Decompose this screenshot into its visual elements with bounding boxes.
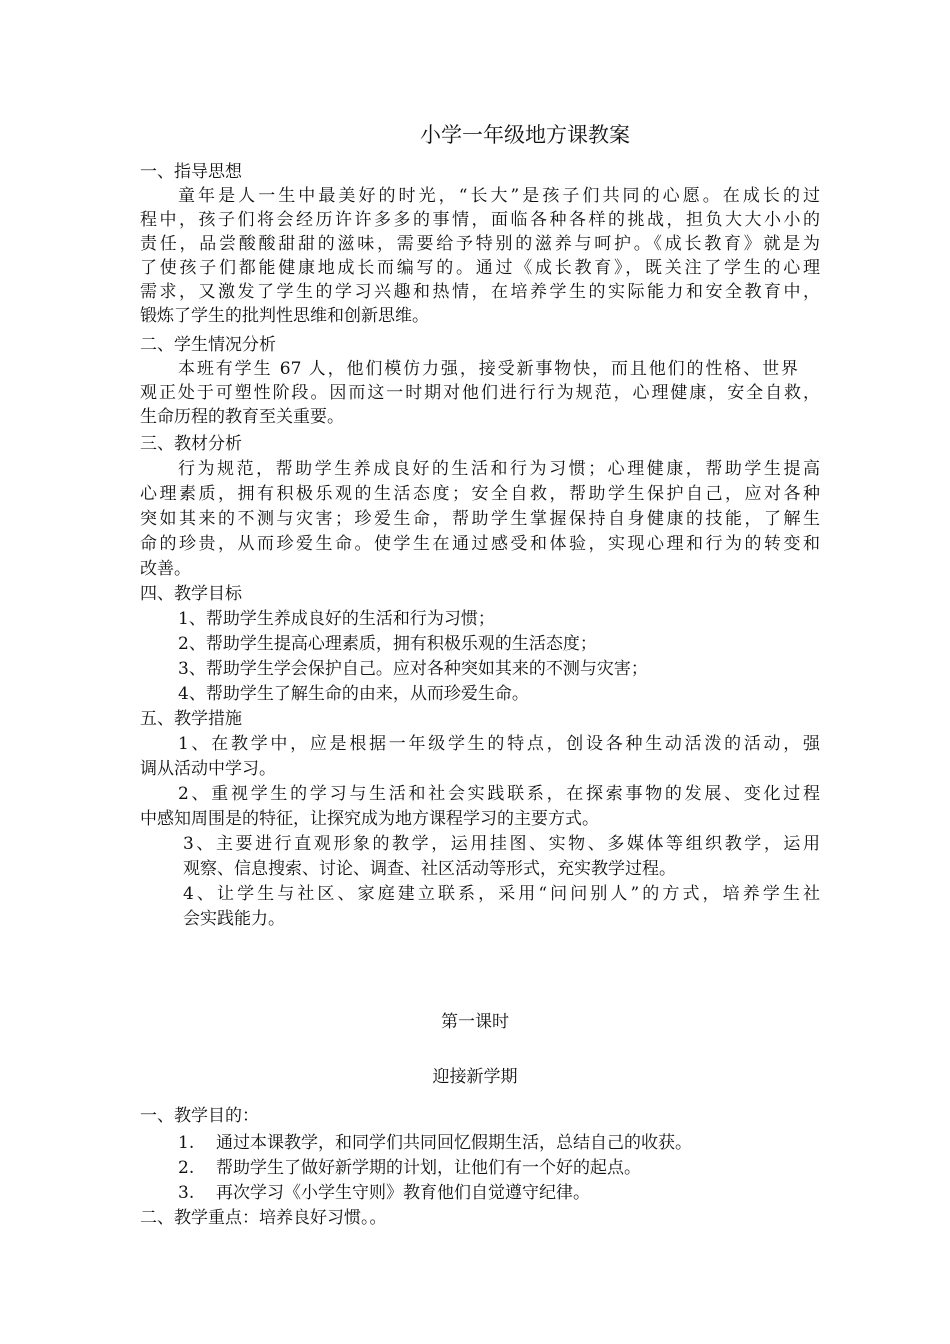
paragraph-line: 改善。 [140, 559, 191, 579]
paragraph-line: 生命历程的教育至关重要。 [140, 407, 344, 427]
paragraph-line: 程中，孩子们将会经历许许多多的事情，面临各种各样的挑战，担负大大小小的 [140, 210, 820, 230]
goal-number: 2. [178, 1158, 195, 1178]
section-heading-student-analysis: 二、学生情况分析 [140, 335, 276, 355]
paragraph-line: 观正处于可塑性阶段。因而这一时期对他们进行行为规范，心理健康，安全自救， [140, 383, 820, 403]
paragraph-line: 需求，又激发了学生的学习兴趣和热情，在培养学生的实际能力和安全教育中， [140, 282, 820, 302]
paragraph-line: 1、在教学中，应是根据一年级学生的特点，创设各种生动活泼的活动，强 [178, 734, 820, 754]
section-heading-material-analysis: 三、教材分析 [140, 434, 242, 454]
paragraph-line: 行为规范，帮助学生养成良好的生活和行为习惯；心理健康，帮助学生提高 [178, 459, 820, 479]
paragraph-line: 3、主要进行直观形象的教学，运用挂图、实物、多媒体等组织教学，运用 [183, 834, 820, 854]
list-item: 4、帮助学生了解生命的由来，从而珍爱生命。 [178, 684, 529, 704]
goal-number: 1. [178, 1133, 195, 1153]
goal-number: 3. [178, 1183, 195, 1203]
paragraph-line: 了使孩子们都能健康地成长而编写的。通过《成长教育》，既关注了学生的心理 [140, 258, 820, 278]
paragraph-line: 突如其来的不测与灾害；珍爱生命，帮助学生掌握保持自身健康的技能，了解生 [140, 509, 820, 529]
lesson-topic-heading: 迎接新学期 [432, 1067, 518, 1087]
list-item: 2、帮助学生提高心理素质，拥有积极乐观的生活态度； [178, 634, 597, 654]
paragraph-line: 会实践能力。 [183, 909, 285, 929]
section-heading-teaching-goals: 四、教学目标 [140, 584, 242, 604]
paragraph-line: 童年是人一生中最美好的时光，“长大”是孩子们共同的心愿。在成长的过 [178, 186, 820, 206]
goal-text: 帮助学生了做好新学期的计划，让他们有一个好的起点。 [216, 1158, 641, 1178]
paragraph-line: 调从活动中学习。 [140, 759, 276, 779]
lesson-period-heading: 第一课时 [441, 1012, 509, 1032]
paragraph-line: 心理素质，拥有积极乐观的生活态度；安全自救，帮助学生保护自己，应对各种 [140, 484, 820, 504]
paragraph-line: 中感知周围是的特征，让探究成为地方课程学习的主要方式。 [140, 809, 599, 829]
paragraph-line: 锻炼了学生的批判性思维和创新思维。 [140, 306, 429, 326]
goal-text: 再次学习《小学生守则》教育他们自觉遵守纪律。 [216, 1183, 590, 1203]
paragraph-line: 命的珍贵，从而珍爱生命。使学生在通过感受和体验，实现心理和行为的转变和 [140, 534, 820, 554]
paragraph-line: 4、让学生与社区、家庭建立联系，采用“问问别人”的方式，培养学生社 [183, 884, 820, 904]
list-item: 3、帮助学生学会保护自己。应对各种突如其来的不测与灾害； [178, 659, 648, 679]
section-heading-guiding-thought: 一、指导思想 [140, 162, 242, 182]
paragraph-line: 观察、信息搜索、讨论、调查、社区活动等形式，充实教学过程。 [183, 859, 676, 879]
goal-text: 通过本课教学，和同学们共同回忆假期生活，总结自己的收获。 [216, 1133, 692, 1153]
paragraph-line: 本班有学生 67 人，他们模仿力强，接受新事物快，而且他们的性格、世界 [178, 359, 798, 379]
paragraph-line: 2、重视学生的学习与生活和社会实践联系，在探索事物的发展、变化过程 [178, 784, 820, 804]
list-item: 1、帮助学生养成良好的生活和行为习惯； [178, 609, 495, 629]
paragraph-line: 责任，品尝酸酸甜甜的滋味，需要给予特别的滋养与呵护。《成长教育》就是为 [140, 234, 820, 254]
lesson-focus: 二、教学重点：培养良好习惯。。 [140, 1208, 387, 1228]
document-title: 小学一年级地方课教案 [420, 123, 630, 147]
lesson-goal-heading: 一、教学目的： [140, 1106, 259, 1126]
section-heading-teaching-measures: 五、教学措施 [140, 709, 242, 729]
